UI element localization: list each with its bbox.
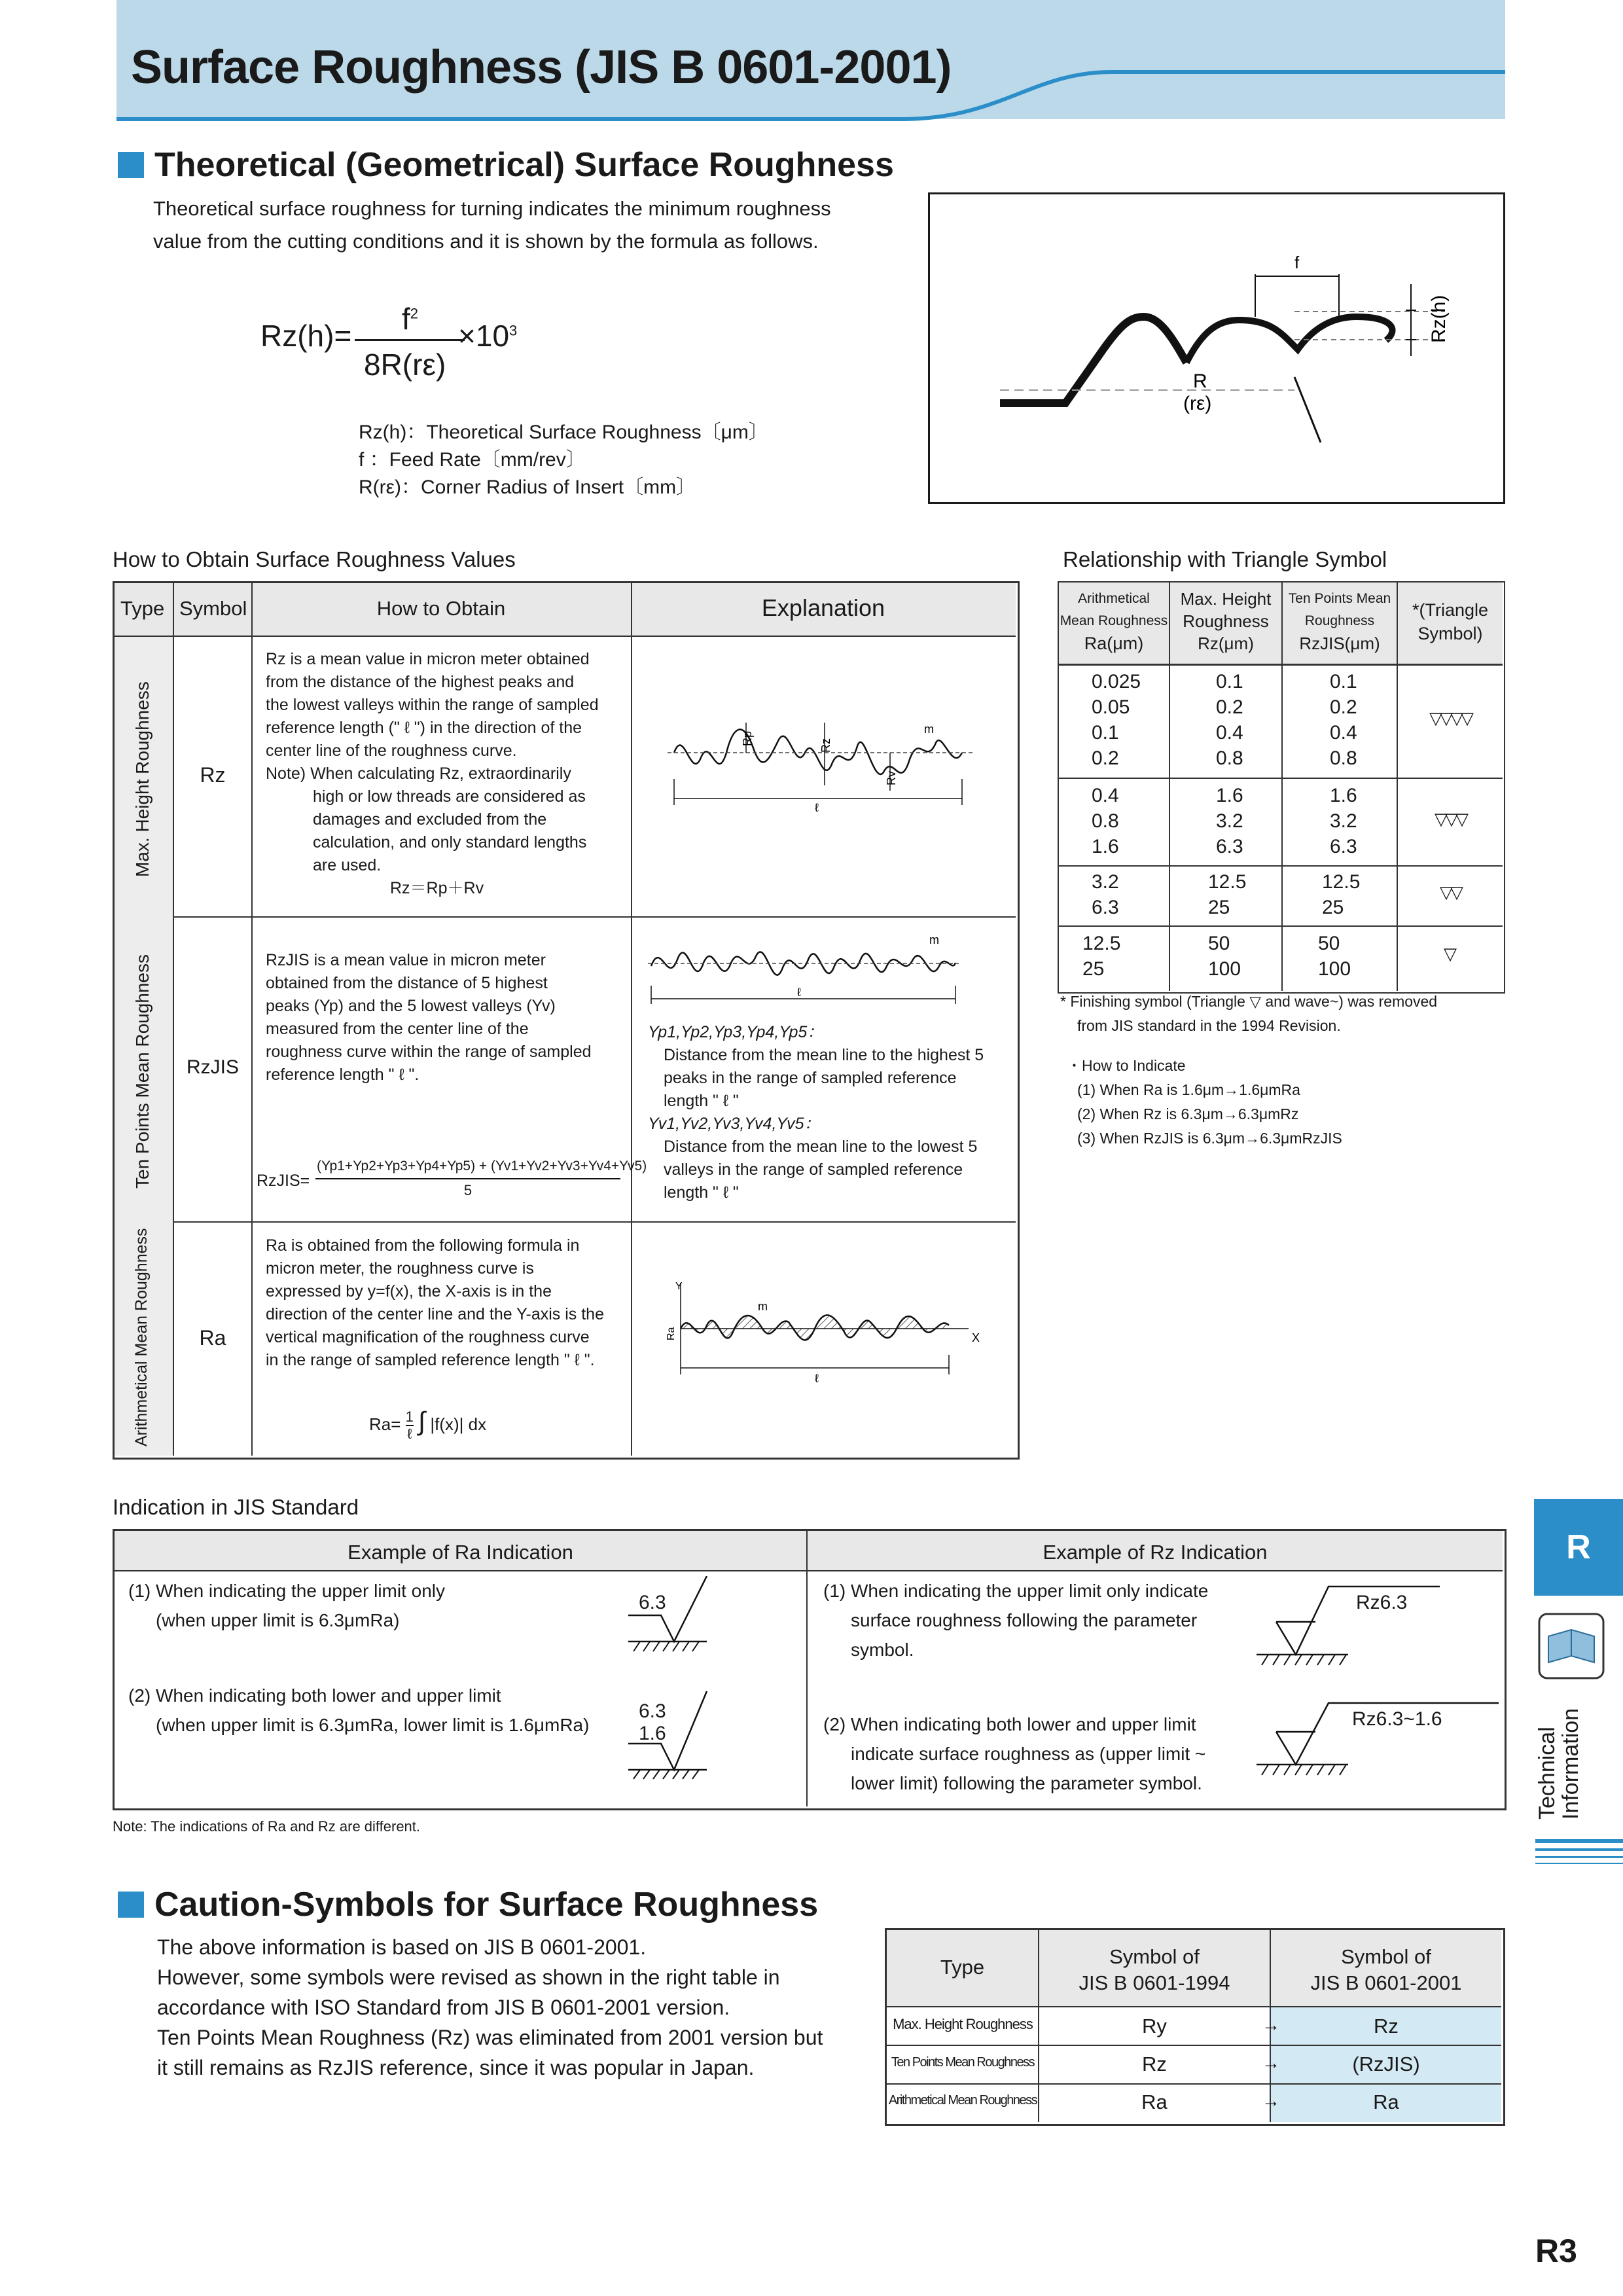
book-icon [1535, 1610, 1607, 1682]
obtain-caption: How to Obtain Surface Roughness Values [113, 547, 516, 571]
rzjis-group-2: 1.6 3.2 6.3 [1330, 785, 1357, 857]
page-number: R3 [1535, 2233, 1577, 2269]
rz-indication-header: Example of Rz Indication [1043, 1541, 1268, 1564]
rz2-symbol [1243, 1699, 1505, 1784]
formula-num: $f^2$ [402, 302, 419, 336]
col-line [806, 1531, 808, 1806]
ra-profile-diagram [661, 1276, 988, 1388]
ra-group-3: 3.2 6.3 [1092, 871, 1119, 918]
ra1-symbol [622, 1576, 713, 1655]
formula-legend: Rz(h)：Theoretical Surface Roughness〔μm〕 f ：Feed Rate〔mm/rev〕 R(rε)：Corner Radius of Insert〔mm〕 [359, 422, 768, 498]
side-stripe [1535, 1856, 1623, 1858]
page-title: Surface Roughness (JIS B 0601-2001) [131, 41, 952, 94]
arrow-icon: → [1262, 2053, 1280, 2073]
section-tab-r[interactable]: R [1534, 1499, 1623, 1596]
label-m: m [758, 1300, 768, 1313]
triangle-caption: Relationship with Triangle Symbol [1063, 547, 1387, 571]
label-m: m [924, 723, 934, 736]
ra-indication-header: Example of Ra Indication [348, 1541, 573, 1564]
header-how: How to Obtain [376, 597, 506, 620]
side-stripe [1535, 1863, 1623, 1864]
section-title-theoretical: Theoretical (Geometrical) Surface Roughness [154, 146, 894, 184]
th-rzjis: Ten Points Mean Roughness RzJIS(μm) [1288, 591, 1391, 653]
rz1-value: Rz6.3 [1356, 1592, 1408, 1613]
label-ra: Ra [666, 1327, 677, 1340]
label-l: ℓ [815, 1372, 819, 1385]
label-r: R [1193, 370, 1207, 392]
th-triangle: *(Triangle Symbol) [1412, 600, 1489, 643]
row-line [115, 916, 1016, 918]
symbol-ra: Ra [199, 1326, 226, 1350]
rzjis-text: RzJIS is a mean value in micron meter obtained from the distance of 5 highest peaks (Yp) and the 5 lowest valleys (Yv) measured from the center line of the roughness curve within the range of sampled reference length " ℓ ". [266, 951, 592, 1084]
formula-lhs: Rz(h)= [260, 319, 352, 353]
rz-group-3: 12.5 25 [1208, 871, 1247, 918]
row-line [1059, 865, 1503, 867]
formula-mult: $\times 10^3$ [458, 319, 518, 353]
rz1-symbol [1243, 1583, 1440, 1674]
rzjis-profile-diagram [648, 927, 962, 1005]
ra-text: Ra is obtained from the following formula in micron meter, the roughness curve is expressed by y=f(x), the X-axis is in the direction of the center line and the Y-axis is the vertical magnification of the roughness curve in the range of sampled reference length " ℓ ". [266, 1236, 604, 1369]
type-arithmetical: Arithmetical Mean Roughness [132, 1228, 151, 1446]
rzjis-group-3: 12.5 25 [1322, 871, 1361, 918]
section-marker [118, 1892, 144, 1918]
symbol-rz: Rz [200, 763, 226, 787]
rz1-text: (1) When indicating the upper limit only indicate surface roughness following the parameter symbol. [823, 1581, 1209, 1660]
rzjis-explanation: Yp1,Yp2,Yp3,Yp4,Yp5： Distance from the mean line to the highest 5 peaks in the range of sampled reference length " ℓ " Yv1,Yv2,Yv3,Yv4,Yv5： Distance from the mean line to the lowest 5 valleys in the range of sampled reference length " ℓ " [648, 1023, 984, 1202]
label-rv: Rv [885, 771, 898, 785]
caution-type-3: Arithmetical Mean Roughness [888, 2093, 1037, 2108]
ra2-symbol [622, 1689, 713, 1780]
section-marker [118, 152, 144, 178]
rzjis-group-1: 0.1 0.2 0.4 0.8 [1330, 671, 1357, 769]
intro-text: Theoretical surface roughness for turning indicates the minimum roughness value from the cutting conditions and it is shown by the formula as follows. [153, 197, 831, 253]
label-re: (rε) [1183, 393, 1212, 414]
rzjis-formula-num: (Yp1+Yp2+Yp3+Yp4+Yp5) + (Yv1+Yv2+Yv3+Yv4+Yv5) [317, 1158, 647, 1174]
section-title-caution: Caution-Symbols for Surface Roughness [154, 1886, 819, 1924]
ra-group-1: 0.025 0.05 0.1 0.2 [1092, 671, 1141, 769]
ra2-lower: 1.6 [639, 1723, 666, 1744]
th-rz: Max. Height Roughness Rz(μm) [1180, 589, 1272, 653]
header-type: Type [120, 597, 165, 620]
formula-den: 8R(rε) [364, 348, 446, 382]
diagram-turning [928, 192, 1504, 503]
ra2-text: (2) When indicating both lower and upper limit (when upper limit is 6.3μmRa, lower limit is 1.6μmRa) [128, 1685, 590, 1735]
label-x: X [972, 1331, 980, 1344]
label-rp: Rp [741, 730, 754, 746]
rz2-text: (2) When indicating both lower and upper limit indicate surface roughness as (upper limit ~ lower limit) following the parameter symbol. [823, 1714, 1206, 1793]
rz-group-2: 1.6 3.2 6.3 [1216, 785, 1243, 857]
type-max-height: Max. Height Roughness [132, 681, 152, 877]
how-to-indicate: ・How to Indicate (1) When Ra is 1.6μm→1.6μmRa (2) When Rz is 6.3μm→6.3μmRz (3) When RzJIS is 6.3μm→6.3μmRzJIS [1067, 1057, 1342, 1147]
caution-type-2: Ten Points Mean Roughness [891, 2055, 1035, 2070]
ra-formula: Ra= 1 ℓ ∫ |f(x)| dx [369, 1407, 487, 1443]
label-y: Y [675, 1281, 683, 1292]
row-line [115, 1221, 1016, 1223]
arrow-icon: → [1262, 2015, 1280, 2035]
ra1-value: 6.3 [639, 1592, 666, 1613]
col-line [251, 583, 253, 1456]
arrow-icon: → [1262, 2090, 1280, 2111]
symbol-rzjis: RzJIS [186, 1056, 239, 1078]
rzjis-formula-line [315, 1178, 620, 1179]
caution-new-3: Ra [1373, 2090, 1399, 2113]
caution-old-1: Ry [1142, 2015, 1167, 2037]
label-l: ℓ [797, 986, 801, 999]
row-line [1059, 925, 1503, 927]
caution-th-type: Type [940, 1956, 985, 1979]
row-line [887, 2083, 1501, 2085]
header-explanation: Explanation [761, 594, 885, 621]
caution-old-3: Ra [1141, 2090, 1168, 2113]
jis-note: Note: The indications of Ra and Rz are different. [113, 1818, 421, 1835]
header-symbol: Symbol [179, 597, 247, 620]
jis-caption: Indication in JIS Standard [113, 1495, 359, 1519]
label-m: m [929, 933, 939, 946]
caution-type-1: Max. Height Roughness [893, 2016, 1033, 2032]
row-line [1059, 778, 1503, 779]
triangle-note: * Finishing symbol (Triangle ▽ and wave~) was removed from JIS standard in the 1994 Revision. [1060, 993, 1438, 1034]
label-rz: Rz [819, 738, 832, 753]
col-line [173, 583, 174, 1456]
caution-old-2: Rz [1142, 2053, 1167, 2075]
triangle-symbol-4: ▽▽▽▽ [1429, 708, 1471, 728]
rzjis-formula-lhs: RzJIS= [257, 1172, 310, 1190]
caution-th-2001: Symbol of JIS B 0601-2001 [1310, 1945, 1462, 1994]
rz2-value: Rz6.3~1.6 [1352, 1708, 1442, 1730]
row-line [887, 2045, 1501, 2046]
rzjis-group-4: 50 100 [1318, 933, 1351, 980]
side-label: Technical Information [1535, 1708, 1583, 1820]
caution-th-1994: Symbol of JIS B 0601-1994 [1079, 1945, 1230, 1994]
ra2-upper: 6.3 [639, 1700, 666, 1722]
triangle-symbol-1: ▽ [1444, 944, 1457, 963]
ra-group-2: 0.4 0.8 1.6 [1092, 785, 1119, 857]
ra1-text: (1) When indicating the upper limit only (when upper limit is 6.3μmRa) [128, 1581, 446, 1630]
caution-text: The above information is based on JIS B 0601-2001. However, some symbols were revised as shown in the right table in accordance with ISO Standard from JIS B 0601-2001 version. Ten Points Mean Roughness (Rz) was eliminated from 2001 version but it still remains as RzJIS reference, since it was popular in Japan. [157, 1935, 823, 2079]
ra-group-4: 12.5 25 [1082, 933, 1121, 980]
rz-group-4: 50 100 [1208, 933, 1241, 980]
rz-profile-diagram [668, 713, 982, 812]
label-f: f [1294, 253, 1300, 272]
type-ten-points: Ten Points Mean Roughness [132, 954, 152, 1189]
th-ra: Arithmetical Mean Roughness Ra(μm) [1060, 591, 1168, 653]
triangle-symbol-2: ▽▽ [1440, 882, 1461, 902]
label-l: ℓ [815, 801, 819, 812]
side-stripe [1535, 1839, 1623, 1843]
caution-new-1: Rz [1374, 2015, 1399, 2037]
side-stripe [1535, 1848, 1623, 1851]
formula-line [355, 339, 465, 341]
rzjis-formula-den: 5 [463, 1182, 473, 1198]
rz-group-1: 0.1 0.2 0.4 0.8 [1216, 671, 1243, 769]
rz-text: Rz is a mean value in micron meter obtained from the distance of the highest peaks and the lowest valleys within the range of sampled reference length (" ℓ ") in the direction of the center line of the roughness curve. Note) When calculating Rz, extraordinarily high or low threads are considered as damages and excluded from the calculation, and only standard lengths are used. Rz＝Rp＋Rv [266, 650, 599, 897]
label-rzh: Rz(h) [1428, 295, 1450, 343]
triangle-symbol-3: ▽▽▽ [1435, 809, 1466, 829]
caution-new-2: (RzJIS) [1352, 2053, 1420, 2075]
col-line [631, 583, 632, 1456]
